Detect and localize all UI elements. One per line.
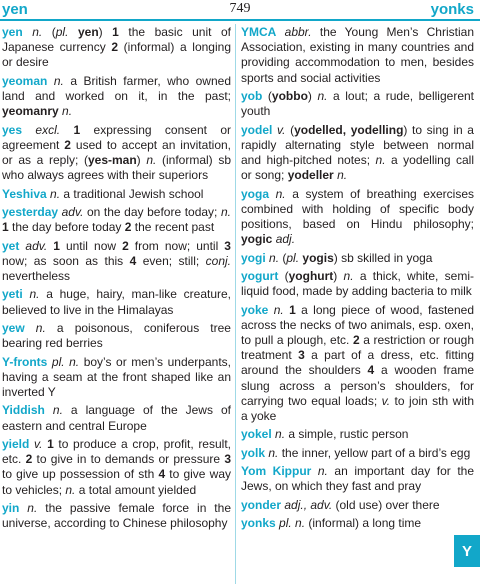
definition-text: a simple, rustic person	[285, 427, 409, 442]
bold-text: yes-man	[87, 153, 137, 167]
definition-text: from now; until	[128, 238, 225, 253]
dictionary-entry-yokel	[241, 427, 474, 442]
definition-text: a poisonous, coniferous tree bearing red berries	[2, 320, 231, 351]
definition-text: a total amount yielded	[75, 482, 197, 497]
bold-text: yodeller	[287, 168, 334, 183]
dictionary-entry-yoga	[241, 187, 474, 248]
column-divider	[235, 24, 236, 584]
bold-text: 1	[112, 25, 119, 39]
dictionary-entry-yogi	[241, 251, 474, 266]
grammar-label: n.	[317, 464, 328, 479]
definition-text: ) to sing in a rapidly alternating style between normal and high-pitched notes;	[241, 122, 474, 167]
grammar-label: n.	[275, 427, 286, 442]
definition-text: to give way to vehicles;	[2, 467, 231, 497]
grammar-label: adv.	[61, 204, 84, 219]
definition-text: (	[42, 25, 56, 39]
dictionary-entry-yodel	[241, 123, 474, 184]
bold-text: 2	[122, 238, 129, 253]
headword: YMCA	[241, 25, 277, 39]
bold-text: yoghurt	[288, 268, 334, 283]
headword: yolk	[241, 445, 266, 460]
headword: Yiddish	[2, 403, 45, 418]
grammar-label: abbr.	[284, 25, 312, 39]
definition-text: the basic unit of Japanese currency	[2, 25, 231, 55]
definition-text: even; still;	[136, 253, 206, 268]
definition-text: boy’s or men’s underpants, having a seam at the front shaped like an inverted Y	[2, 354, 231, 399]
headword: yield	[2, 436, 30, 451]
definition-text: the day before today	[8, 220, 125, 235]
definition-text: now; as soon as this	[2, 253, 130, 268]
right-guide-word: yonks	[430, 1, 474, 18]
grammar-label: n.	[35, 320, 46, 335]
left-guide-word: yen	[2, 1, 28, 18]
definition-text: a part of a dress, etc. fitting around the shoulders	[241, 348, 474, 378]
headword: yeoman	[2, 73, 48, 88]
dictionary-entry-yoke	[241, 303, 474, 425]
grammar-label: n.	[220, 204, 231, 219]
headword: yesterday	[2, 204, 59, 219]
bold-text: 1	[2, 220, 9, 235]
left-column	[2, 25, 231, 535]
definition-text: )	[333, 268, 344, 283]
bold-text: 4	[367, 363, 375, 378]
definition-text: until now	[59, 238, 123, 253]
headword: yonder	[241, 497, 282, 512]
definition-text: a language of the Jews of eastern and central Europe	[2, 403, 231, 433]
grammar-label: n.	[273, 302, 284, 317]
dictionary-entry-yonks	[241, 516, 474, 531]
grammar-label: v.	[34, 436, 43, 451]
definition-text: (informal) a longing or desire	[2, 40, 231, 70]
grammar-label: adj., adv.	[284, 497, 333, 512]
headword: yogurt	[241, 268, 279, 283]
headword: yew	[2, 320, 25, 335]
dictionary-entry-yonder	[241, 498, 474, 513]
grammar-label: excl.	[35, 122, 61, 137]
headword: yin	[2, 500, 20, 515]
bold-text: 1	[289, 302, 296, 317]
grammar-label: adj.	[275, 232, 296, 247]
bold-text: yeomanry	[2, 104, 59, 119]
dictionary-entry-yom-kippur	[241, 464, 474, 494]
grammar-label: n.	[65, 482, 76, 497]
bold-text: 2	[25, 452, 33, 467]
dictionary-entry-yob	[241, 89, 474, 119]
definition-text: to give in to demands or pressure	[32, 452, 225, 467]
grammar-label: n.	[269, 250, 280, 265]
grammar-label: pl.	[286, 250, 300, 265]
bold-text: 4	[129, 253, 137, 268]
definition-text: a thick, white, semi-liquid food, made by adding bacteria to milk	[241, 268, 474, 299]
definition-text	[25, 321, 36, 335]
bold-text: 2	[124, 220, 132, 235]
definition-text	[45, 403, 53, 417]
definition-text: the passive female force in the universe, according to Chinese philosophy	[2, 500, 231, 531]
headword: Y-fronts	[2, 354, 48, 369]
grammar-label: n.	[52, 403, 63, 418]
dictionary-entry-yen	[2, 25, 231, 71]
definition-text: a system of breathing exercises combined with holding of specific body positions, based on Hindu philosophy;	[241, 186, 474, 231]
dictionary-entry-yeti	[2, 287, 231, 317]
headword: yodel	[241, 122, 273, 137]
headword: yeti	[2, 287, 23, 302]
grammar-label: n.	[50, 186, 61, 201]
grammar-label: n.	[27, 500, 38, 515]
definition-text	[23, 25, 33, 39]
grammar-label: n.	[343, 268, 354, 283]
definition-text	[276, 25, 284, 39]
definition-text: )	[136, 153, 147, 167]
bold-text: 2	[64, 137, 71, 152]
headword: yoga	[241, 186, 270, 201]
grammar-label: n.	[275, 186, 286, 201]
page-number: 749	[229, 1, 251, 16]
dictionary-entry-yew	[2, 321, 231, 351]
definition-text: (	[279, 250, 287, 265]
bold-text: 2	[352, 332, 360, 347]
bold-text: 4	[158, 467, 166, 482]
grammar-label: n.	[146, 153, 157, 167]
definition-text: ) sb skilled in yoga	[333, 250, 433, 265]
dictionary-entry-yolk	[241, 446, 474, 461]
bold-text: 1	[73, 122, 81, 137]
dictionary-entry-ymca	[241, 25, 474, 86]
dictionary-entry-yin	[2, 501, 231, 531]
bold-text: 1	[53, 238, 60, 253]
definition-text	[269, 187, 276, 201]
dictionary-entry-yogurt	[241, 269, 474, 299]
bold-text: yobbo	[271, 89, 308, 103]
definition-text: expressing consent or agreement	[2, 122, 231, 152]
definition-text: a lout; a rude, belligerent youth	[241, 89, 474, 119]
grammar-label: v.	[381, 393, 391, 408]
grammar-label: n.	[317, 89, 328, 103]
headword: Yeshiva	[2, 186, 47, 201]
headword: yogi	[241, 250, 266, 265]
definition-text: a long piece of wood, fastened across the necks of two animals, esp. oxen, to pull a plough, etc.	[241, 302, 474, 347]
header-rule	[0, 19, 480, 21]
definition-text: the Young Men’s Christian Association, existing in many countries and providing accommodation to men, besides sports and social activities	[241, 25, 474, 85]
bold-text: 1	[47, 436, 54, 451]
definition-text	[22, 123, 35, 137]
bold-text: yodelled, yodelling	[294, 122, 404, 137]
grammar-label: v.	[276, 122, 286, 137]
definition-text: to produce a crop, profit, result, etc.	[2, 436, 231, 467]
definition-text: )	[98, 25, 113, 39]
dictionary-entry-yeoman	[2, 74, 231, 120]
headword: yonks	[241, 516, 276, 531]
grammar-label: n.	[337, 168, 348, 183]
definition-text: the recent past	[131, 220, 215, 235]
definition-text: nevertheless	[2, 268, 71, 283]
dictionary-entry-yeshiva	[2, 187, 231, 202]
definition-text: (informal) sb who always agrees with their superiors	[2, 153, 231, 183]
definition-text: an important day for the Jews, on which they fast and pray	[241, 464, 475, 494]
grammar-label: pl. n.	[279, 516, 306, 531]
definition-text: a traditional Jewish school	[60, 186, 204, 201]
dictionary-entry-yes	[2, 123, 231, 184]
headword: Yom Kippur	[241, 464, 312, 479]
definition-text	[68, 25, 78, 39]
dictionary-entry-yield	[2, 437, 231, 498]
definition-text: a wooden frame slung across a person’s shoulders, for carrying two equal loads;	[241, 363, 474, 408]
headword: yokel	[241, 427, 272, 442]
definition-text: to give up possession of sth	[2, 467, 159, 482]
dictionary-entry-yiddish	[2, 403, 231, 433]
page-header	[0, 0, 480, 22]
definition-text: a yodelling call or song;	[241, 153, 474, 183]
grammar-label: n.	[62, 104, 73, 119]
headword: yob	[241, 89, 263, 103]
grammar-label: n.	[53, 73, 64, 88]
definition-text: a huge, hairy, man-like creature, believed to live in the Himalayas	[2, 287, 231, 317]
headword: yes	[2, 122, 23, 137]
bold-text: 3	[224, 452, 231, 467]
grammar-label: pl. n.	[51, 354, 80, 369]
grammar-label: conj.	[205, 253, 232, 268]
definition-text: to join sth with a yoke	[241, 393, 474, 423]
headword: yen	[2, 25, 23, 39]
bold-text: 3	[224, 238, 231, 253]
definition-text: the inner, yellow part of a bird’s egg	[278, 445, 471, 460]
headword: yoke	[241, 302, 269, 317]
bold-text: 2	[111, 40, 119, 55]
grammar-label: n.	[29, 287, 40, 302]
grammar-label: n.	[32, 25, 43, 39]
definition-text: (informal) a long time	[305, 516, 422, 531]
bold-text: yogis	[302, 250, 334, 265]
definition-text: a restriction or rough treatment	[241, 332, 474, 363]
definition-text: used to accept an invitation, or as a reply; (	[2, 137, 231, 167]
bold-text: 3	[298, 348, 305, 363]
thumb-index-tab[interactable]: Y	[454, 535, 480, 567]
grammar-label: n.	[268, 445, 279, 460]
definition-text	[60, 123, 73, 137]
right-column	[241, 25, 474, 535]
grammar-label: n.	[375, 153, 386, 167]
dictionary-entry-yet	[2, 239, 231, 285]
definition-text: (	[262, 89, 272, 103]
bold-text: yen	[77, 25, 99, 39]
definition-text: (	[278, 268, 289, 283]
dictionary-entry-y-fronts	[2, 355, 231, 401]
definition-text: (old use) over there	[332, 497, 440, 512]
grammar-label: adv.	[25, 238, 48, 253]
headword: yet	[2, 238, 20, 253]
grammar-label: pl.	[55, 25, 69, 39]
definition-text: )	[307, 89, 318, 103]
definition-text: (	[285, 122, 295, 137]
definition-text: a British farmer, who owned land and worked on it, in the past;	[2, 73, 231, 103]
dictionary-entry-yesterday	[2, 205, 231, 235]
definition-text: on the day before today;	[83, 204, 221, 219]
bold-text: yogic	[241, 232, 273, 247]
